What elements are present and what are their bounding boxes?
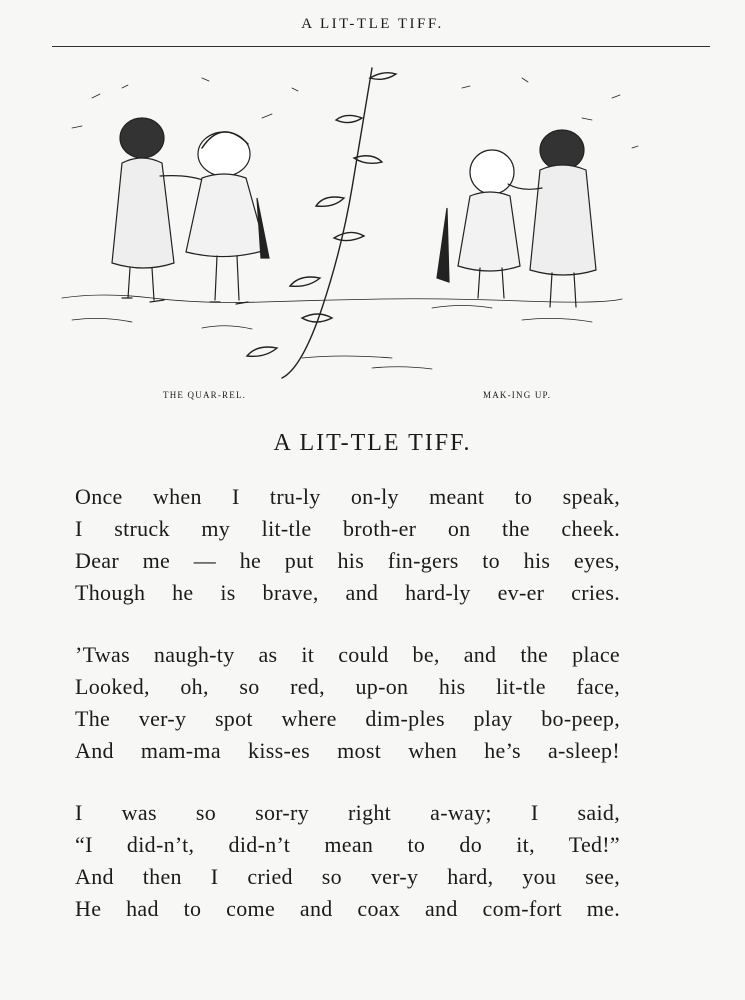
poem-line: “I did-n’t, did-n’t mean to do it, Ted!” — [75, 832, 620, 857]
poem-line: ’Twas naugh-ty as it could be, and the place — [75, 642, 620, 667]
poem-line: Though he is brave, and hard-ly ev-er cries. — [75, 580, 620, 605]
girl-quarrel — [186, 132, 269, 304]
caption-making-up: MAK-ING UP. — [483, 390, 552, 400]
stanza-2 — [75, 639, 620, 767]
poem-line: Looked, oh, so red, up-on his lit-tle face, — [75, 674, 620, 699]
poem-line: He had to come and coax and com-fort me. — [75, 896, 620, 921]
poem-line: I was so sor-ry right a-way; I said, — [75, 800, 620, 825]
running-header: A LIT-TLE TIFF. — [301, 16, 444, 32]
girl-making-up — [437, 150, 520, 298]
poem-line: And then I cried so ver-y hard, you see, — [75, 864, 620, 889]
engraving-illustration — [52, 58, 652, 388]
header-rule — [52, 46, 710, 47]
poem-line: Dear me — he put his fin-gers to his eyes, — [75, 548, 620, 573]
stanza-3 — [75, 797, 620, 925]
plant-stem — [247, 68, 396, 378]
poem-line: The ver-y spot where dim-ples play bo-peep, — [75, 706, 620, 731]
caption-the-quarrel: THE QUAR-REL. — [163, 390, 247, 400]
poem-line: Once when I tru-ly on-ly meant to speak, — [75, 484, 620, 509]
boy-making-up — [508, 130, 596, 307]
poem-line: And mam-ma kiss-es most when he’s a-sleep! — [75, 738, 620, 763]
poem-line: I struck my lit-tle broth-er on the cheek. — [75, 516, 620, 541]
poem-title: A LIT-TLE TIFF. — [273, 430, 472, 456]
poem-body — [75, 481, 620, 925]
stanza-1 — [75, 481, 620, 609]
boy-quarrel — [112, 118, 208, 302]
